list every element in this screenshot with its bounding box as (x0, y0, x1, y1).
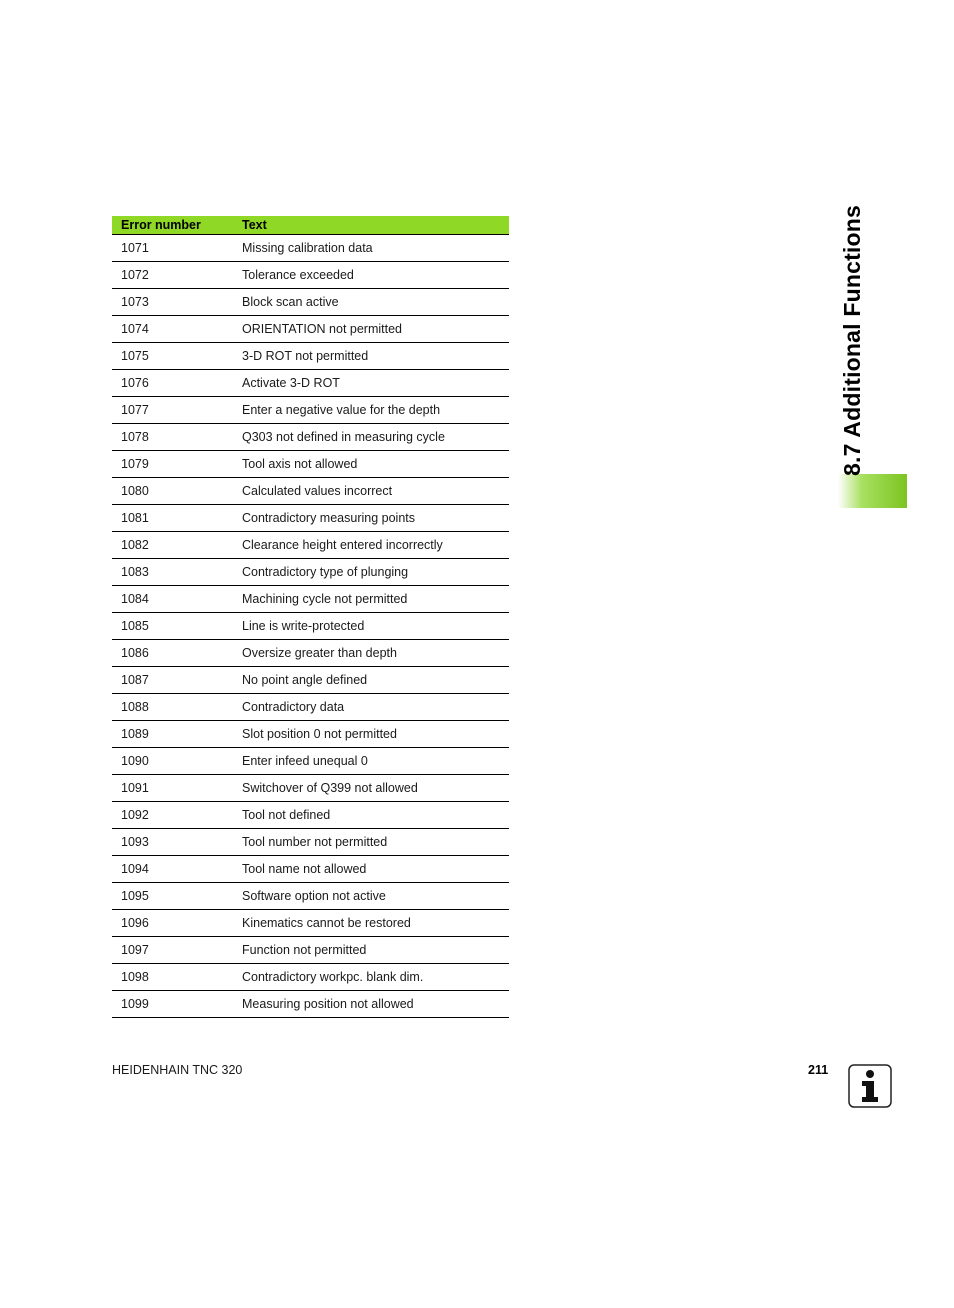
error-table (112, 216, 509, 1018)
error-number-cell: 1087 (112, 667, 233, 694)
error-text-cell: Contradictory measuring points (233, 505, 509, 532)
error-number-cell: 1084 (112, 586, 233, 613)
error-text-cell: Missing calibration data (233, 235, 509, 262)
table-row (112, 883, 509, 910)
error-text-cell: Tolerance exceeded (233, 262, 509, 289)
error-text-cell: Switchover of Q399 not allowed (233, 775, 509, 802)
error-number-cell: 1093 (112, 829, 233, 856)
table-row (112, 478, 509, 505)
error-number-cell: 1082 (112, 532, 233, 559)
table-row (112, 451, 509, 478)
error-number-cell: 1090 (112, 748, 233, 775)
table-row (112, 910, 509, 937)
error-text-cell: Q303 not defined in measuring cycle (233, 424, 509, 451)
section-title: 8.7 Additional Functions (839, 204, 865, 476)
error-number-cell: 1071 (112, 235, 233, 262)
table-body (112, 235, 509, 1018)
error-number-cell: 1091 (112, 775, 233, 802)
error-number-cell: 1097 (112, 937, 233, 964)
error-text-cell: No point angle defined (233, 667, 509, 694)
error-number-cell: 1085 (112, 613, 233, 640)
table-row (112, 343, 509, 370)
error-number-cell: 1078 (112, 424, 233, 451)
error-number-cell: 1079 (112, 451, 233, 478)
error-text-cell: Tool number not permitted (233, 829, 509, 856)
header-error-number: Error number (112, 216, 233, 235)
header-text: Text (233, 216, 509, 235)
table-row (112, 775, 509, 802)
info-icon (848, 1064, 892, 1108)
error-text-cell: 3-D ROT not permitted (233, 343, 509, 370)
table-row (112, 532, 509, 559)
table-row (112, 235, 509, 262)
table-header-row (112, 216, 509, 235)
error-number-cell: 1099 (112, 991, 233, 1018)
error-text-cell: Tool name not allowed (233, 856, 509, 883)
error-text-cell: Line is write-protected (233, 613, 509, 640)
table-row (112, 316, 509, 343)
error-text-cell: Contradictory data (233, 694, 509, 721)
table-row (112, 991, 509, 1018)
table-row (112, 613, 509, 640)
error-number-cell: 1092 (112, 802, 233, 829)
error-number-cell: 1074 (112, 316, 233, 343)
error-number-cell: 1083 (112, 559, 233, 586)
page-number: 211 (808, 1063, 829, 1077)
error-number-cell: 1072 (112, 262, 233, 289)
footer-product: HEIDENHAIN TNC 320 (112, 1063, 243, 1077)
table-row (112, 505, 509, 532)
table-row (112, 802, 509, 829)
error-text-cell: Enter infeed unequal 0 (233, 748, 509, 775)
error-number-cell: 1077 (112, 397, 233, 424)
error-number-cell: 1075 (112, 343, 233, 370)
error-text-cell: Slot position 0 not permitted (233, 721, 509, 748)
table-row (112, 370, 509, 397)
table-row (112, 856, 509, 883)
error-text-cell: Clearance height entered incorrectly (233, 532, 509, 559)
table-row (112, 721, 509, 748)
table-row (112, 829, 509, 856)
table-row (112, 748, 509, 775)
error-number-cell: 1080 (112, 478, 233, 505)
table-row (112, 424, 509, 451)
error-number-cell: 1088 (112, 694, 233, 721)
error-text-cell: Function not permitted (233, 937, 509, 964)
table-row (112, 397, 509, 424)
error-text-cell: Block scan active (233, 289, 509, 316)
table-row (112, 559, 509, 586)
error-text-cell: Tool not defined (233, 802, 509, 829)
table-row (112, 667, 509, 694)
table-row (112, 964, 509, 991)
error-number-cell: 1089 (112, 721, 233, 748)
error-text-cell: Activate 3-D ROT (233, 370, 509, 397)
error-number-cell: 1096 (112, 910, 233, 937)
error-text-cell: Contradictory workpc. blank dim. (233, 964, 509, 991)
error-number-cell: 1095 (112, 883, 233, 910)
error-text-cell: Measuring position not allowed (233, 991, 509, 1018)
error-number-cell: 1098 (112, 964, 233, 991)
table-row (112, 586, 509, 613)
table-row (112, 289, 509, 316)
error-number-cell: 1073 (112, 289, 233, 316)
error-number-cell: 1086 (112, 640, 233, 667)
error-text-cell: Contradictory type of plunging (233, 559, 509, 586)
error-number-cell: 1094 (112, 856, 233, 883)
error-text-cell: ORIENTATION not permitted (233, 316, 509, 343)
table-row (112, 640, 509, 667)
error-text-cell: Calculated values incorrect (233, 478, 509, 505)
chapter-tab (838, 474, 907, 508)
error-text-cell: Oversize greater than depth (233, 640, 509, 667)
error-text-cell: Kinematics cannot be restored (233, 910, 509, 937)
table-row (112, 262, 509, 289)
error-text-cell: Machining cycle not permitted (233, 586, 509, 613)
table-row (112, 937, 509, 964)
error-text-cell: Enter a negative value for the depth (233, 397, 509, 424)
table-row (112, 694, 509, 721)
error-text-cell: Tool axis not allowed (233, 451, 509, 478)
error-number-cell: 1081 (112, 505, 233, 532)
error-number-cell: 1076 (112, 370, 233, 397)
error-text-cell: Software option not active (233, 883, 509, 910)
